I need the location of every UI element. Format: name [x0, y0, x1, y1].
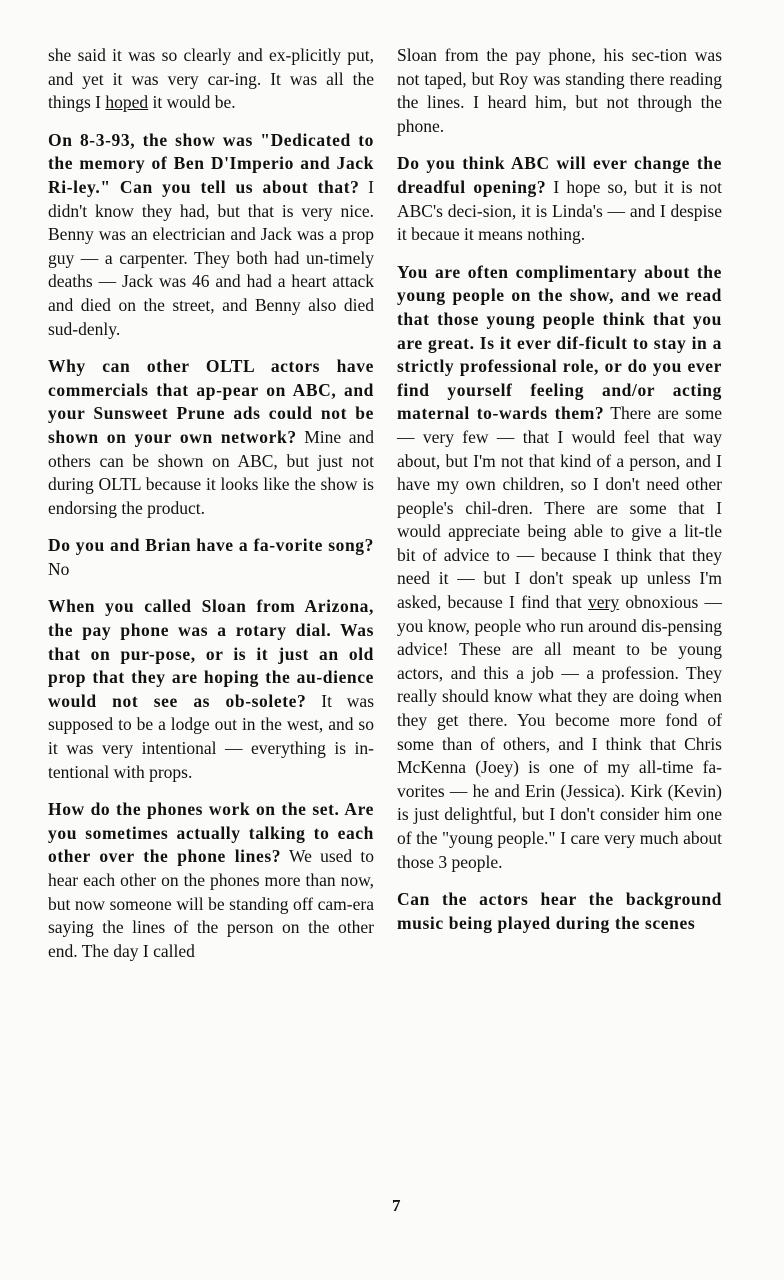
- answer-text: It was supposed to be a lodge out in the west, and so it was very intentional — everything is in-tentional with props.: [48, 690, 374, 782]
- answer-text: We used to hear each other on the phones more than now, but now someone will be standing off cam-era saying the lines of the person on the other end. The day I called: [48, 846, 374, 961]
- answer-text: Mine and others can be shown on ABC, but just not during OLTL because it looks like the show is endorsing the product.: [48, 426, 374, 518]
- answer-text: No: [48, 558, 70, 579]
- paragraph-set-phones: [48, 798, 374, 963]
- paragraph-young-people: [397, 261, 722, 874]
- paragraph-memorial-dedication: [48, 129, 374, 341]
- paragraph-answer-continued: [48, 44, 374, 115]
- answer-text: There are some — very few — that I would feel that way about, but I'm not that kind of a person, and I have my own children, so I don't need other people's chil-dren. There are some that I would appreciate being able to give a lit-tle bit of advice to — because I think that they need it — but I don't speak up unless I'm asked, because I find that: [397, 403, 723, 613]
- paragraph-background-music: [397, 888, 722, 935]
- paragraph-abc-opening: [397, 152, 722, 246]
- question-text: When you called Sloan from Arizona, the pay phone was a rotary dial. Was that on pur-pose, or is it just an old prop that they are hoping the au-dience would not see as ob-solete?: [48, 596, 374, 711]
- page-number: 7: [392, 1196, 401, 1215]
- question-text: Why can other OLTL actors have commercials that ap-pear on ABC, and your Sunsweet Prune ads could not be shown on your own network?: [48, 356, 374, 447]
- left-column: [48, 44, 374, 977]
- right-column: [397, 44, 722, 949]
- answer-text: I hope so, but it is not ABC's deci-sion, it is Linda's — and I despise it becaue it means nothing.: [397, 176, 723, 245]
- question-text: Do you think ABC will ever change the dreadful opening?: [397, 153, 722, 197]
- paragraph-commercials: [48, 355, 374, 520]
- underlined-word: hoped: [105, 92, 149, 113]
- answer-text: I didn't know they had, but that is very nice. Benny was an electrician and Jack was a prop guy — a carpenter. They both had un-timely deaths — Jack was 46 and had a heart attack and died on the street, and Benny also died sud-denly.: [48, 176, 375, 339]
- question-text: Do you and Brian have a fa-vorite song?: [48, 535, 374, 556]
- underlined-word: very: [588, 592, 620, 613]
- paragraph-favorite-song: [48, 534, 374, 581]
- paragraph-rotary-phone: [48, 595, 374, 784]
- question-text: You are often complimentary about the young people on the show, and we read that those young people think that you are great. Is it ever dif-ficult to stay in a strictly professional role, or do you ever find yourself feeling and/or acting maternal to-wards them?: [397, 261, 722, 424]
- question-text: Can the actors hear the background music being played during the scenes: [397, 889, 722, 933]
- answer-text: Sloan from the pay phone, his sec-tion was not taped, but Roy was standing there reading the lines. I heard him, but not through the phone.: [397, 45, 722, 136]
- answer-text: obnoxious — you know, people who run around dis-pensing advice! These are all meant to be young actors, and this a job — a profession. They really should know what they are doing when they get there. You become more fond of some than of others, and I think that Chris McKenna (Joey) is one of my all-time fa-vorites — he and Erin (Jessica). Kirk (Kevin) is just delightful, but I don't consider him one of the "young people." I care very much about those 3 people.: [397, 592, 722, 872]
- answer-text: she said it was so clearly and ex-plicitly put, and yet it was very car-ing. It was all the things I: [48, 45, 374, 113]
- question-text: On 8-3-93, the show was "Dedicated to the memory of Ben D'Imperio and Jack Ri-ley." Can you tell us about that?: [48, 129, 374, 197]
- question-text: How do the phones work on the set. Are you sometimes actually talking to each other over the phone lines?: [48, 799, 374, 867]
- answer-text: it would be.: [148, 92, 236, 113]
- paragraph-answer-continued: [397, 44, 722, 138]
